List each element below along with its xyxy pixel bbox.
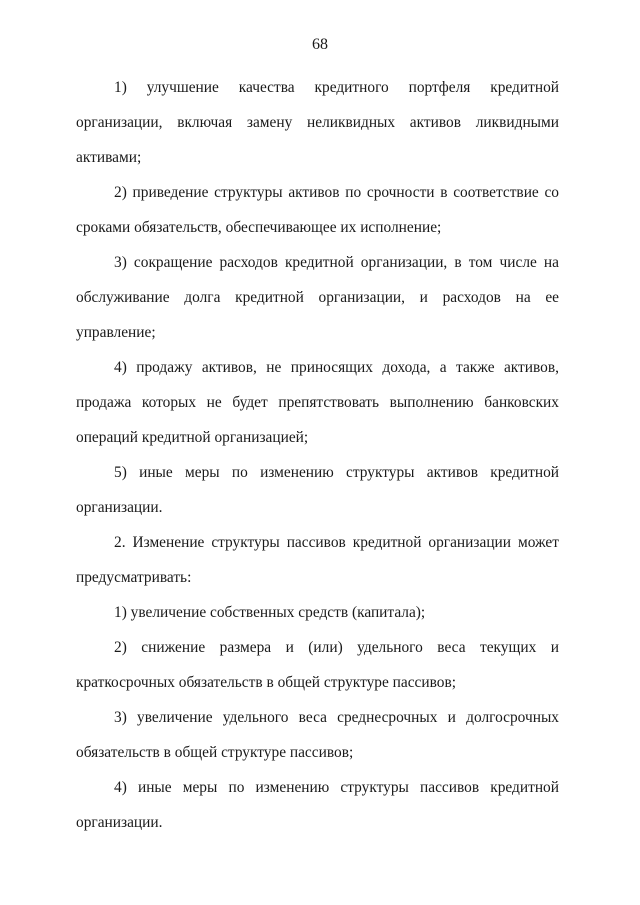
paragraph-liability-item-4: 4) иные меры по изменению структуры пассивов кредитной организации. [76, 779, 559, 831]
paragraph-liability-item-3: 3) увеличение удельного веса среднесрочных и долгосрочных обязательств в общей структуре пассивов; [76, 709, 559, 761]
paragraph-liability-item-2: 2) снижение размера и (или) удельного веса текущих и краткосрочных обязательств в общей структуре пассивов; [76, 639, 559, 691]
page-number: 68 [312, 36, 328, 53]
document-body [76, 70, 559, 840]
paragraph-asset-item-4: 4) продажу активов, не приносящих дохода, а также активов, продажа которых не будет препятствовать выполнению банковских операций кредитной организацией; [76, 359, 559, 446]
paragraph-asset-item-5: 5) иные меры по изменению структуры активов кредитной организации. [76, 464, 559, 516]
paragraph-asset-item-3: 3) сокращение расходов кредитной организации, в том числе на обслуживание долга кредитной организации, и расходов на ее управление; [76, 254, 559, 341]
paragraph-liability-item-1: 1) увеличение собственных средств (капитала); [114, 604, 426, 621]
paragraph-section-2: 2. Изменение структуры пассивов кредитной организации может предусматривать: [76, 534, 559, 586]
paragraph-asset-item-2: 2) приведение структуры активов по срочности в соответствие со сроками обязательств, обеспечивающее их исполнение; [76, 184, 559, 236]
paragraph-asset-item-1: 1) улучшение качества кредитного портфеля кредитной организации, включая замену неликвидных активов ликвидными активами; [76, 79, 559, 166]
